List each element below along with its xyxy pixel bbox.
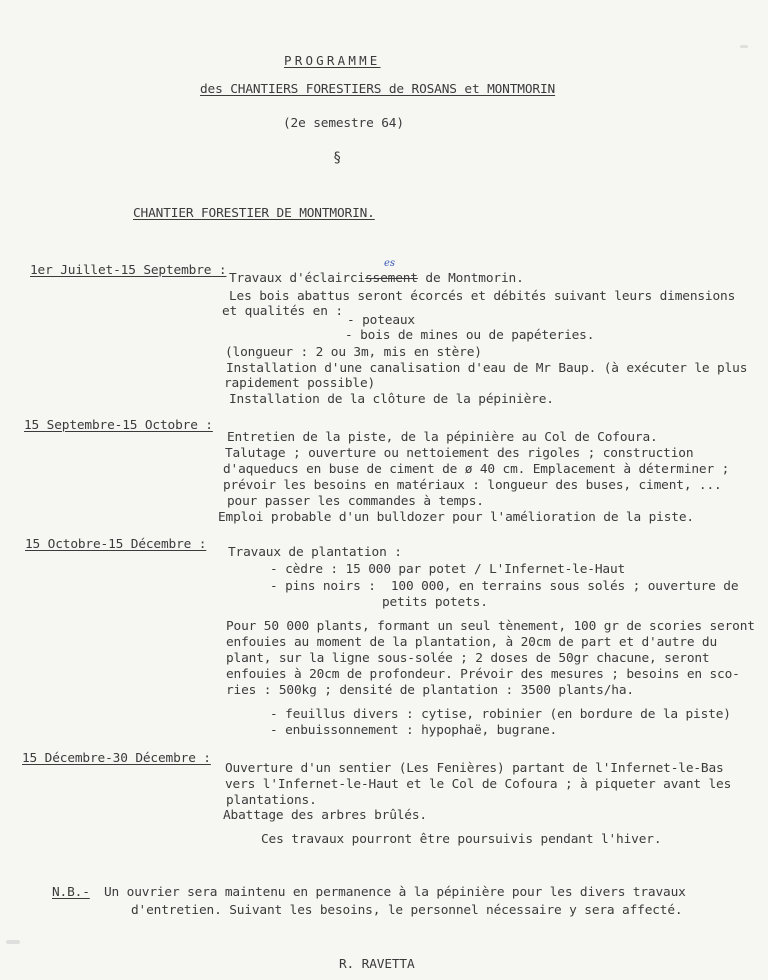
- text-line: Ces travaux pourront être poursuivis pendant l'hiver.: [261, 832, 662, 847]
- list-item: - pins noirs : 100 000, en terrains sous solés ; ouverture de: [270, 579, 739, 594]
- text-line: plantations.: [226, 793, 317, 808]
- section-date: 15 Octobre-15 Décembre :: [25, 537, 207, 552]
- text-line: Emploi probable d'un bulldozer pour l'amélioration de la piste.: [218, 510, 694, 525]
- section-date: 1er Juillet-15 Septembre :: [30, 263, 227, 278]
- struck-text: ssement: [364, 271, 418, 286]
- text-line: Ouverture d'un sentier (Les Fenières) partant de l'Infernet-le-Bas: [225, 761, 724, 776]
- nb-line: Un ouvrier sera maintenu en permanence à la pépinière pour les divers travaux: [104, 885, 686, 900]
- text-line: pour passer les commandes à temps.: [227, 494, 484, 509]
- section-date: 15 Décembre-30 Décembre :: [22, 751, 211, 766]
- text-line: Entretien de la piste, de la pépinière au Col de Cofoura.: [227, 430, 658, 445]
- list-item: - bois de mines ou de papéteries.: [345, 328, 595, 343]
- text-line: vers l'Infernet-le-Haut et le Col de Cofoura ; à piqueter avant les: [225, 777, 732, 792]
- smudge-mark: [740, 45, 748, 48]
- document-title: PROGRAMME: [284, 53, 381, 68]
- text-line: Installation d'une canalisation d'eau de Mr Baup. (à exécuter le plus: [226, 361, 748, 376]
- text-line: (longueur : 2 ou 3m, mis en stère): [225, 345, 482, 360]
- text-line: ries : 500kg ; densité de plantation : 3500 plants/ha.: [226, 683, 634, 698]
- text-line: Travaux d'éclaircissement de Montmorin.: [229, 271, 524, 286]
- document-period: (2e semestre 64): [283, 116, 404, 131]
- text-line: Talutage ; ouverture ou nettoiement des rigoles ; construction: [225, 446, 694, 461]
- list-item: - enbuissonnement : hypophaë, bugrane.: [270, 723, 558, 738]
- text-line: Travaux de plantation :: [228, 545, 402, 560]
- text-line: d'aqueducs en buse de ciment de ø 40 cm. Emplacement à déterminer ;: [223, 462, 730, 477]
- text-line: Abattage des arbres brûlés.: [223, 808, 427, 823]
- text-line: rapidement possible): [224, 376, 376, 391]
- signature: R. RAVETTA: [339, 957, 415, 972]
- list-item: - feuillus divers : cytise, robinier (en bordure de la piste): [270, 707, 731, 722]
- text-line: et qualités en :: [222, 304, 343, 319]
- section-date: 15 Septembre-15 Octobre :: [24, 418, 213, 433]
- text-line: petits potets.: [382, 595, 488, 610]
- text-line: enfouies à 20cm de profondeur. Prévoir des mesures ; besoins en sco-: [226, 667, 740, 682]
- nb-line: d'entretien. Suivant les besoins, le personnel nécessaire y sera affecté.: [131, 903, 683, 918]
- nb-label: N.B.-: [52, 885, 90, 900]
- text-line: Pour 50 000 plants, formant un seul tènement, 100 gr de scories seront: [226, 619, 755, 634]
- text-line: Installation de la clôture de la pépinière.: [229, 392, 554, 407]
- handwritten-correction: es: [384, 258, 396, 269]
- document-subtitle: des CHANTIERS FORESTIERS de ROSANS et MONTMORIN: [200, 82, 556, 97]
- text-line: enfouies au moment de la plantation, à 20cm de part et d'autre du: [226, 635, 718, 650]
- smudge-mark: [6, 940, 20, 944]
- text-line: plant, sur la ligne sous-solée ; 2 doses de 50gr chacune, seront: [226, 651, 710, 666]
- chantier-title: CHANTIER FORESTIER DE MONTMORIN.: [133, 206, 375, 221]
- section-mark: §: [333, 150, 342, 166]
- text-line: prévoir les besoins en matériaux : longueur des buses, ciment, ...: [223, 478, 722, 493]
- list-item: - poteaux: [347, 313, 415, 328]
- list-item: - cèdre : 15 000 par potet / L'Infernet-le-Haut: [270, 562, 626, 577]
- text-line: Les bois abattus seront écorcés et débités suivant leurs dimensions: [229, 289, 736, 304]
